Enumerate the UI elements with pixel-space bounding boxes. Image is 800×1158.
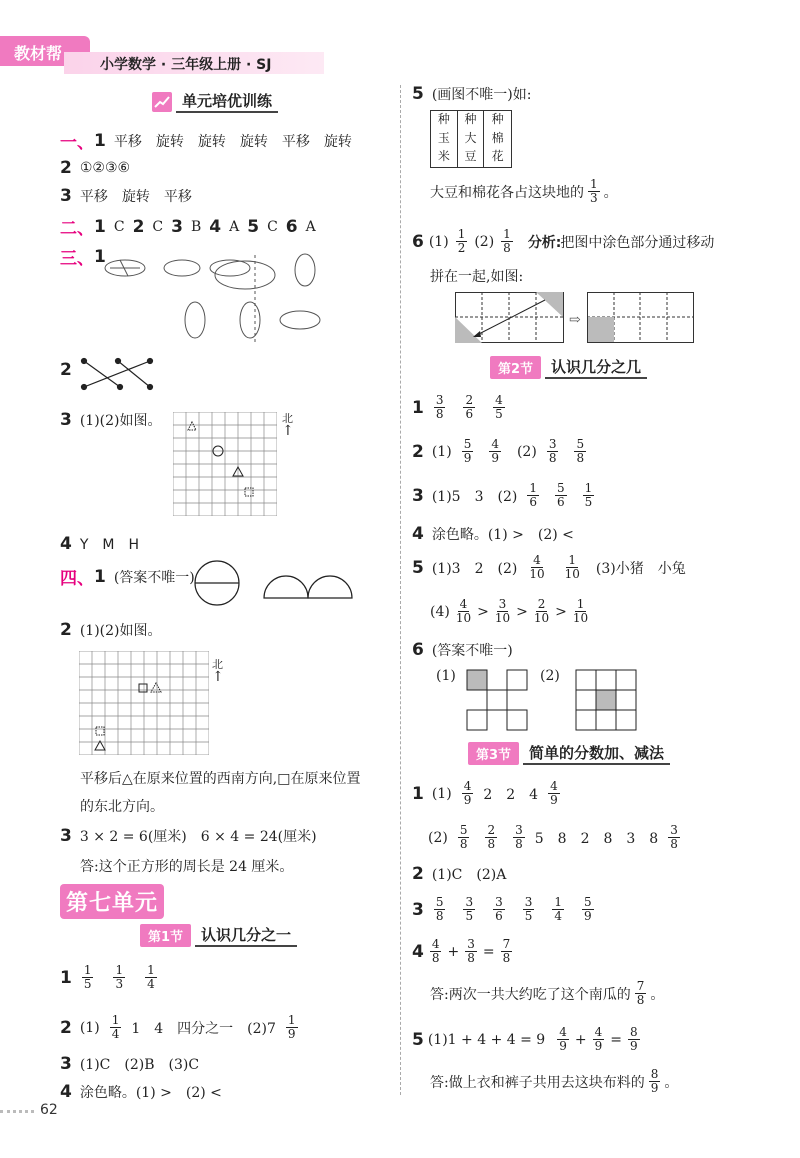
unit7-q4: 4 涂色略。(1) > (2) < <box>60 1082 222 1102</box>
grid-figure-2 <box>79 651 209 755</box>
section-1-title: 认识几分之一 <box>195 924 297 947</box>
section-2-banner <box>490 356 647 379</box>
answer-3-3: 3 (1)(2)如图。 <box>60 410 162 430</box>
answer-2: 二、 1 C 2 C 3 B 4 A 5 C 6 A <box>60 216 316 239</box>
answer-3-2: 2 <box>60 360 72 380</box>
r-q5: 5 (画图不唯一)如: <box>412 84 532 104</box>
answer-4-1: 四、 1 (答案不唯一) <box>60 566 195 589</box>
north-label-1: 北 <box>282 412 293 425</box>
s3-q2: 2 (1)C (2)A <box>412 864 507 884</box>
shaded-move-figure <box>455 292 695 344</box>
unit7-q2: 2 (1) $\frac{1}{4}$ 1 4 四分之一 (2)7 $\frac{1}{9}$ <box>60 1013 296 1041</box>
svg-text:⇨: ⇨ <box>569 312 581 328</box>
answer-4-3: 3 3 × 2 = 6(厘米) 6 × 4 = 24(厘米) <box>60 826 317 846</box>
section-1-banner <box>140 924 297 947</box>
circle-semicircle-figure <box>194 560 354 608</box>
column-divider <box>400 85 401 1095</box>
answer-1-2: 2 ①②③⑥ <box>60 158 131 178</box>
section-title-banner <box>152 90 278 113</box>
s2-q5: 5 (1)3 2 (2) $\frac{4}{10}$ $\frac{1}{10}$ (3)小猪 小兔 <box>412 553 686 581</box>
s3-q1-part2: (2) $\frac{5}{8}$ $\frac{2}{8}$ $\frac{3}{8}$ 5 8 2 8 3 8 $\frac{3}{8}$ <box>428 823 678 851</box>
r-q6: 6 (1) $\frac{1}{2}$ (2) $\frac{1}{8}$ 分析: 把图中涂色部分通过移动 <box>412 227 715 255</box>
unit-title: 第七单元 <box>60 884 164 919</box>
section-1-tag: 第1节 <box>140 924 191 947</box>
fraction-squares-figure <box>466 669 641 731</box>
section-3-title: 简单的分数加、减法 <box>523 742 670 765</box>
translation-note-2: 的东北方向。 <box>80 799 164 815</box>
answer-1-1: 一、 1 平移 旋转 旋转 旋转 平移 旋转 <box>60 130 352 153</box>
s2-q1: 1 $\frac{3}{8}$ $\frac{2}{6}$ $\frac{4}{5}$ <box>412 393 503 421</box>
header-bar <box>0 36 340 74</box>
section-title: 单元培优训练 <box>176 90 278 113</box>
page-number: 62 <box>40 1102 58 1118</box>
s2-q6-label1: (1) <box>436 668 456 684</box>
crop-plot-table: 种 种 种 玉 大 棉 米 豆 花 <box>430 110 512 168</box>
translation-note-1: 平移后△在原来位置的西南方向,□在原来位置 <box>80 771 361 787</box>
s3-q5-answer: 答:做上衣和裤子共用去这块布料的 $\frac{8}{9}$ 。 <box>430 1067 679 1095</box>
unit7-q3: 3 (1)C (2)B (3)C <box>60 1054 200 1074</box>
header-title: 小学数学 · 三年级上册 · SJ <box>100 57 272 73</box>
s2-q6-label2: (2) <box>540 668 560 684</box>
north-arrow-icon: ↑ <box>282 423 294 439</box>
s2-q5-part4: (4) $\frac{4}{10}$ > $\frac{3}{10}$ > $\frac{2}{10}$ > $\frac{1}{10}$ <box>430 597 589 625</box>
trend-icon <box>152 92 172 112</box>
unit7-q1: 1 $\frac{1}{5}$ $\frac{1}{3}$ $\frac{1}{4}$ <box>60 963 155 991</box>
brand-label: 教材帮 <box>14 44 63 63</box>
section-3-banner <box>468 742 670 765</box>
matching-lines-figure <box>80 355 160 395</box>
s2-q6: 6 (答案不唯一) <box>412 640 513 660</box>
north-label-2: 北 <box>212 658 223 671</box>
s3-q4: 4 $\frac{4}{8}$ + $\frac{3}{8}$ = $\frac{7}{8}$ <box>412 937 511 965</box>
s3-q1: 1 (1) $\frac{4}{9}$ 2 2 4 $\frac{4}{9}$ <box>412 779 558 807</box>
s3-q5: 5 (1)1 + 4 + 4 = 9 $\frac{4}{9}$ + $\frac{4}{9}$ = $\frac{8}{9}$ <box>412 1025 638 1053</box>
s3-q3: 3 $\frac{5}{8}$ $\frac{3}{5}$ $\frac{3}{6}$ $\frac{3}{5}$ $\frac{1}{4}$ $\frac{5}{9}$ <box>412 895 592 923</box>
perimeter-answer: 答:这个正方形的周长是 24 厘米。 <box>80 859 294 875</box>
grid-figure-1 <box>173 412 277 516</box>
north-arrow-icon-2: ↑ <box>212 669 224 685</box>
airplane-rotation-figure <box>100 250 340 350</box>
s2-q2: 2 (1) $\frac{5}{9}$ $\frac{4}{9}$ (2) $\frac{3}{8}$ $\frac{5}{8}$ <box>412 437 585 465</box>
answer-1-3: 3 平移 旋转 平移 <box>60 186 192 206</box>
answer-4-2: 2 (1)(2)如图。 <box>60 620 162 640</box>
r-q6-line2: 拼在一起,如图: <box>430 269 524 285</box>
section-2-tag: 第2节 <box>490 356 541 379</box>
section-2-title: 认识几分之几 <box>545 356 647 379</box>
s2-q3: 3 (1)5 3 (2) $\frac{1}{6}$ $\frac{5}{6}$ $\frac{1}{5}$ <box>412 481 593 509</box>
s3-q4-answer: 答:两次一共大约吃了这个南瓜的 $\frac{7}{8}$ 。 <box>430 979 665 1007</box>
page-number-line <box>0 1110 34 1113</box>
r-q5-answer: 大豆和棉花各占这块地的 $\frac{1}{3}$ 。 <box>430 177 618 205</box>
answer-3-4: 4 Y M H <box>60 534 140 554</box>
answer-3-1: 三、 1 <box>60 246 106 269</box>
s2-q4: 4 涂色略。(1) > (2) < <box>412 524 574 544</box>
section-3-tag: 第3节 <box>468 742 519 765</box>
